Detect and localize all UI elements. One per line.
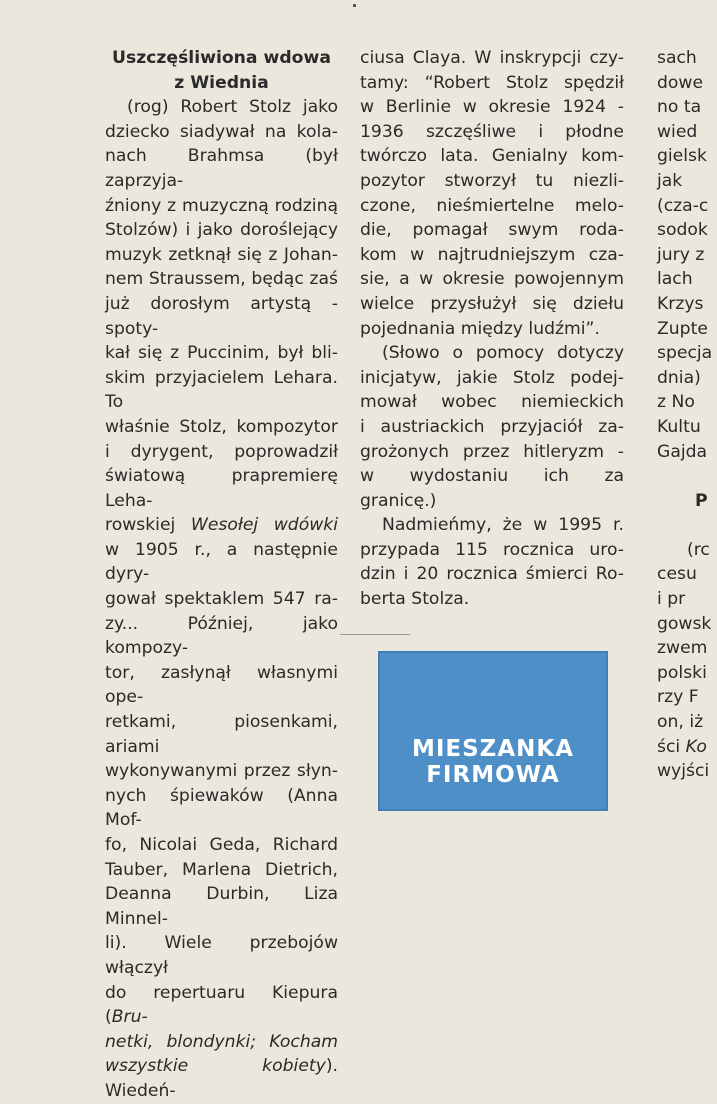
cropped-text-line: dowe: [657, 72, 704, 93]
text-line: granicę.): [360, 490, 437, 511]
banner-line-2: FIRMOWA: [426, 762, 560, 788]
text-line: właśnie Stolz, kompozytor: [105, 416, 338, 437]
cropped-text-line: polski: [657, 662, 707, 683]
cropped-text-line: Krzys: [657, 293, 704, 314]
cropped-text-line: ści Ko: [657, 736, 707, 757]
text-line-italic: [105, 1030, 338, 1055]
text-line: fo, Nicolai Geda, Richard: [105, 835, 338, 855]
text-line: gował spektaklem 547 ra-: [105, 589, 338, 610]
text-line: skim przyjacielem Lehara. To: [105, 367, 338, 413]
text-line-with-title: [105, 513, 338, 538]
text-line: nem Straussem, będąc zaś: [105, 269, 338, 290]
text-fragment: do repertuaru Kiepura (: [105, 982, 338, 1028]
text-line: w 1905 r., a następnie dyry-: [105, 539, 338, 585]
banner-line-1: MIESZANKA: [411, 736, 575, 762]
cropped-text-line: zwem: [657, 638, 708, 659]
text-line: Tauber, Marlena Dietrich,: [105, 859, 338, 880]
note-paragraph: [360, 341, 624, 513]
cropped-text-line: jury z: [657, 244, 705, 265]
text-line: die, pomagał swym roda-: [360, 220, 624, 241]
text-line: dziecko siadywał na kola-: [105, 121, 338, 142]
text-line: wykonywanymi przez słyn-: [105, 761, 338, 782]
text-line: inicjatyw, jakie Stolz podej-: [360, 367, 624, 388]
text-line: w wydostaniu ich za: [360, 466, 624, 487]
text-line: tamy: “Robert Stolz spędził: [360, 72, 624, 93]
article-column-3-cropped: [657, 46, 717, 784]
text-line: zy... Później, jako kompozy-: [105, 613, 338, 659]
text-line: tor, zasłynął własnymi ope-: [105, 662, 338, 708]
text-line: dzin i 20 rocznica śmierci Ro-: [360, 564, 624, 585]
cropped-text-line: Gajda: [657, 441, 708, 462]
text-line-with-songs: [105, 981, 338, 1030]
operetta-title: Wesołej wdówki: [190, 515, 339, 536]
text-line: (Słowo o pomocy dotyczy: [382, 343, 624, 364]
text-line: już dorosłym artystą - spoty-: [105, 293, 338, 339]
column-divider-rule: [340, 634, 410, 635]
text-line: retkami, piosenkami, ariami: [105, 712, 338, 757]
cropped-text-line: specja: [657, 343, 713, 364]
article-column-1: [105, 46, 338, 1104]
text-line: i dyrygent, poprowadził: [105, 441, 338, 462]
cropped-text-line: rzy F: [657, 687, 699, 708]
cropped-text-line: gielsk: [657, 146, 707, 167]
song-title: Bru-: [111, 1007, 148, 1028]
cropped-text-line: on, iż: [657, 712, 704, 733]
text-line: li). Wiele przebojów włączył: [105, 933, 338, 978]
cropped-text-line: sach: [657, 48, 697, 68]
text-line: wielce przysłużył się dziełu: [360, 293, 624, 314]
text-line: Nadmieńmy, że w 1995 r.: [382, 515, 624, 536]
cropped-text-line: no ta: [657, 97, 702, 118]
cropped-text-line: jak: [657, 170, 683, 191]
text-line: 1936 szczęśliwe i płodne: [360, 121, 624, 142]
cropped-text-line: [657, 513, 717, 538]
print-speck: [353, 4, 356, 7]
cropped-text-line: Zupte: [657, 318, 708, 339]
anniversary-paragraph: [360, 513, 624, 611]
text-line-with-songs: [105, 1054, 338, 1103]
text-line: sie, a w okresie powojennym: [360, 269, 624, 290]
cropped-text-line: i pr: [657, 589, 686, 610]
cropped-text-line: z No: [657, 392, 695, 413]
inscription-paragraph: [360, 46, 624, 341]
text-line: twórczo lata. Genialny kom-: [360, 146, 624, 167]
cropped-text-line: (cza-c: [657, 195, 709, 216]
cropped-text-line: gowsk: [657, 613, 712, 634]
cropped-text-line: [657, 464, 717, 489]
article-paragraph: [105, 95, 338, 1103]
text-line: mował wobec niemieckich: [360, 392, 624, 413]
headline-line-1: Uszczęśliwiona wdowa: [112, 48, 331, 68]
text-fragment: ). Wiedeń-: [105, 1056, 338, 1101]
text-line: ciusa Claya. W inskrypcji czy-: [360, 48, 624, 68]
cropped-text-line: wyjści: [657, 761, 710, 782]
text-line: muzyk zetknął się z Johan-: [105, 244, 338, 265]
text-line: kał się z Puccinim, był bli-: [105, 343, 338, 364]
text-fragment: rowskiej: [105, 515, 176, 536]
cropped-text-line: wied: [657, 121, 698, 142]
text-line: nych śpiewaków (Anna Mof-: [105, 785, 338, 831]
text-line: pozytor stworzył tu niezli-: [360, 170, 624, 191]
text-line: czone, nieśmiertelne melo-: [360, 195, 624, 216]
text-line: i austriackich przyjaciół za-: [360, 416, 624, 437]
cropped-text-line: dnia): [657, 367, 701, 388]
article-column-2: [360, 46, 624, 612]
text-line: kom w najtrudniejszym cza-: [360, 244, 624, 265]
text-line: grożonych przez hitleryzm -: [360, 441, 624, 462]
cropped-text-line: lach: [657, 269, 693, 290]
text-line: Deanna Durbin, Liza Minnel-: [105, 884, 338, 929]
section-banner: [378, 651, 608, 811]
text-line: w Berlinie w okresie 1924 -: [360, 97, 624, 118]
cropped-text-line: Kultu: [657, 416, 701, 437]
text-line: (rog) Robert Stolz jako: [127, 97, 338, 118]
text-line: światową prapremierę Leha-: [105, 466, 338, 511]
article-headline: [105, 46, 338, 95]
cropped-text-line: P: [695, 490, 708, 511]
text-line: nach Brahmsa (był zaprzyja-: [105, 146, 338, 191]
text-line: przypada 115 rocznica uro-: [360, 539, 624, 560]
headline-line-2: z Wiednia: [174, 72, 269, 93]
text-line: Stolzów) i jako doroślejący: [105, 220, 338, 241]
song-title: wszystkie kobiety: [105, 1056, 326, 1077]
banner-title: [378, 736, 608, 788]
cropped-text-line: (rc: [687, 539, 710, 560]
text-line: źniony z muzyczną rodziną: [105, 195, 338, 216]
song-titles: netki, blondynki; Kocham: [105, 1031, 338, 1052]
cropped-text-line: cesu: [657, 564, 697, 585]
text-line: berta Stolza.: [360, 589, 470, 610]
text-line: pojednania między ludźmi”.: [360, 318, 600, 339]
cropped-text-line: sodok: [657, 220, 708, 241]
